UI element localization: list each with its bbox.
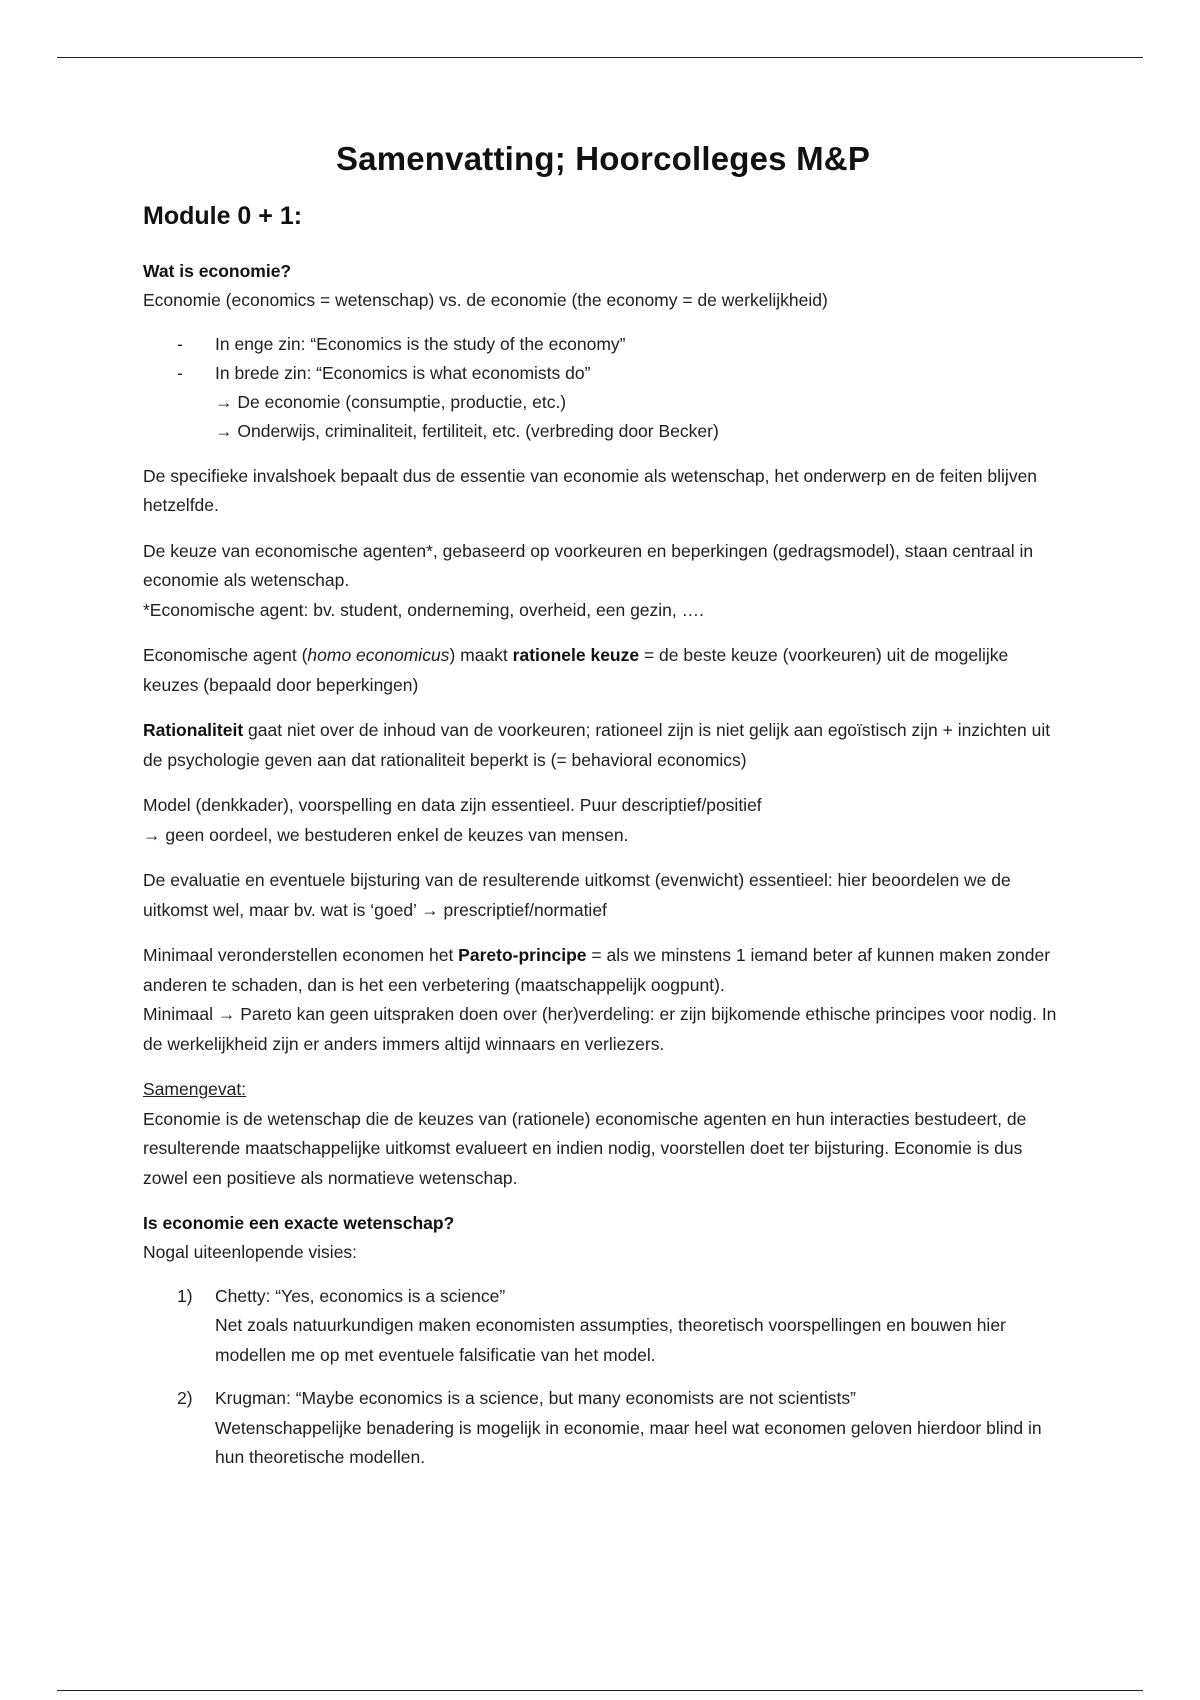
- paragraph-intro: Economie (economics = wetenschap) vs. de economie (the economy = de werkelijkheid): [143, 290, 828, 310]
- paragraph: Model (denkkader), voorspelling en data zijn essentieel. Puur descriptief/positief → geen oordeel, we bestuderen enkel de keuzes van mensen.: [143, 795, 762, 845]
- paragraph: De keuze van economische agenten*, gebaseerd op voorkeuren en beperkingen (gedragsmodel), staan centraal in economie als wetenschap. *Economische agent: bv. student, onderneming, overheid, een gezin, ….: [143, 540, 1034, 620]
- module-heading: Module 0 + 1:: [143, 202, 303, 230]
- paragraph: De specifieke invalshoek bepaalt dus de essentie van economie als wetenschap, het onderwerp en de feiten blijven hetzelfde.: [143, 465, 1038, 515]
- paragraph: Economische agent (homo economicus) maakt rationele keuze = de beste keuze (voorkeuren) uit de mogelijke keuzes (bepaald door beperkingen): [143, 645, 1009, 695]
- document-title: Samenvatting; Hoorcolleges M&P: [335, 140, 871, 177]
- sub-item: → De economie (consumptie, productie, etc.): [215, 391, 567, 412]
- document-page: [143, 140, 1063, 1487]
- sub-item: → Onderwijs, criminaliteit, fertiliteit, etc. (verbreding door Becker): [215, 420, 719, 441]
- paragraph-intro: Nogal uiteenlopende visies:: [143, 1242, 358, 1262]
- paragraph: Rationaliteit gaat niet over de inhoud van de voorkeuren; rationeel zijn is niet gelijk aan egoïstisch zijn + inzichten uit de psychologie geven aan dat rationaliteit beperkt is (= behavioral economics): [143, 720, 1051, 770]
- summary-label: Samengevat:: [143, 1079, 247, 1099]
- footer-rule: [57, 1690, 1143, 1691]
- list-item: 2) Krugman: “Maybe economics is a science, but many economists are not scientists” Wetenschappelijke benadering is mogelijk in economie, maar heel wat economen geloven hierdoor blind in hun theoretische modellen.: [177, 1388, 1042, 1467]
- header-rule: [57, 57, 1143, 58]
- visions-list: [143, 1282, 1063, 1473]
- list-item: - In enge zin: “Economics is the study of the economy”: [177, 333, 626, 354]
- list-item: 1) Chetty: “Yes, economics is a science” Net zoals natuurkundigen maken economisten assumpties, theoretisch voorspellingen en bouwen hier modellen me op met eventuele falsificatie van het model.: [177, 1285, 1006, 1365]
- paragraph: Minimaal veronderstellen economen het Pareto-principe = als we minstens 1 iemand beter af kunnen maken zonder anderen te schaden, dan is het een verbetering (maatschappelijk oogpunt). Minimaal → Pareto kan geen uitspraken doen over (her)verdeling: er zijn bijkomende ethische principes voor nodig. In de werkelijkheid zijn er anders immers altijd winnaars en verliezers.: [143, 945, 1057, 1054]
- paragraph: De evaluatie en eventuele bijsturing van de resulterende uitkomst (evenwicht) essentieel: hier beoordelen we de uitkomst wel, maar bv. wat is ‘goed’ → prescriptief/normatief: [143, 870, 1011, 920]
- summary-paragraph: Samengevat: Economie is de wetenschap die de keuzes van (rationele) economische agenten en hun interacties bestudeert, de resulterende maatschappelijke uitkomst evalueert en indien nodig, voorstellen doet ter bijsturing. Economie is dus zowel een positieve als normatieve wetenschap.: [143, 1079, 1027, 1188]
- list-item: - In brede zin: “Economics is what economists do”: [177, 362, 591, 383]
- section-heading-exacte-wetenschap: Is economie een exacte wetenschap?: [143, 1213, 455, 1233]
- section-heading-wat-is-economie: Wat is economie?: [143, 261, 292, 281]
- definition-list: [143, 330, 1063, 446]
